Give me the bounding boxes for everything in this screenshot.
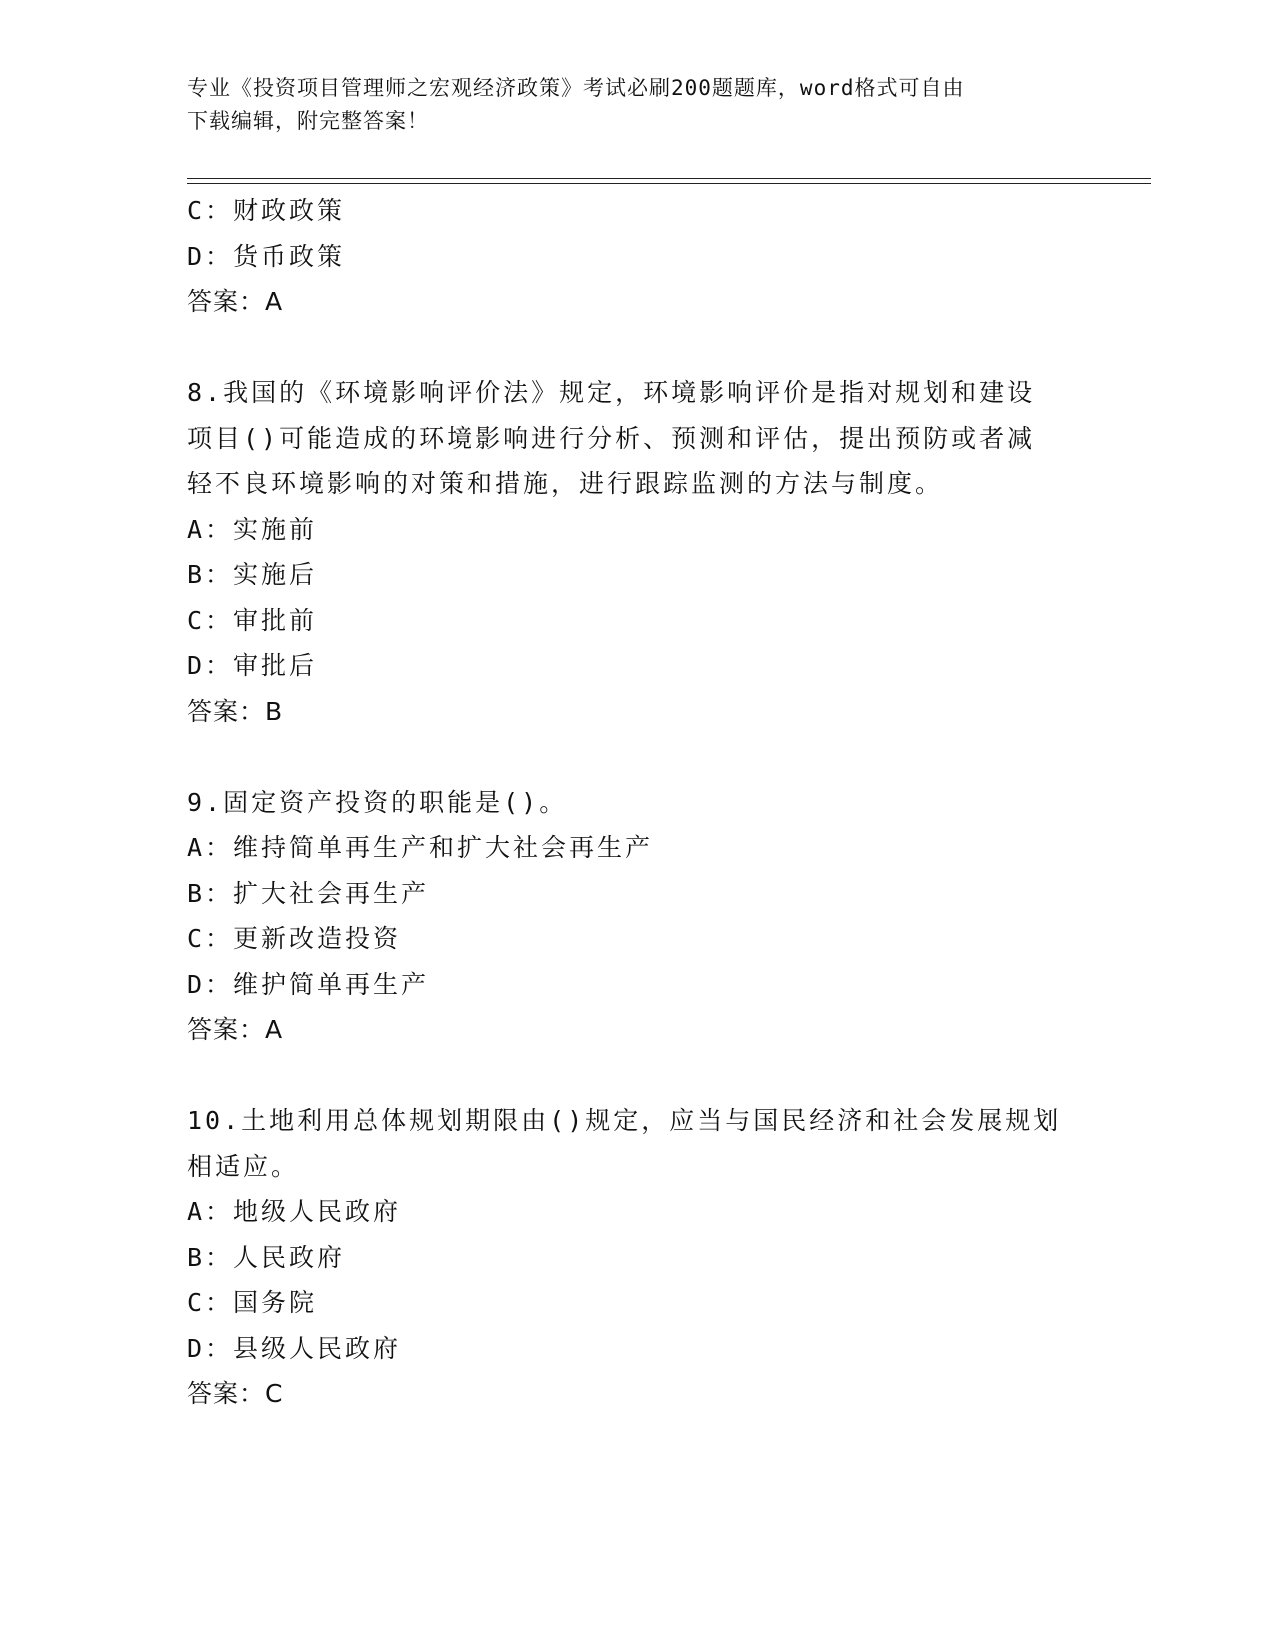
question-10 [187, 1098, 1087, 1417]
spacer [187, 1053, 1087, 1099]
option-b: B：扩大社会再生产 [187, 878, 430, 908]
option-c: C：更新改造投资 [187, 924, 402, 953]
header-divider-bottom [187, 183, 1151, 184]
answer-line: 答案：C [187, 1379, 284, 1408]
header-line-2: 下载编辑，附完整答案！ [187, 109, 429, 133]
answer-line: 答案：B [187, 696, 284, 726]
option-a: A：地级人民政府 [187, 1197, 402, 1226]
question-9 [187, 780, 1087, 1053]
option-d: D：维护简单再生产 [187, 969, 430, 999]
question-text-line: 8.我国的《环境影响评价法》规定，环境影响评价是指对规划和建设 [187, 378, 1036, 407]
option-a: A：维持简单再生产和扩大社会再生产 [187, 833, 654, 862]
answer-line: 答案：A [187, 1015, 284, 1044]
question-7-tail [187, 188, 1087, 325]
spacer [187, 325, 1087, 371]
spacer [187, 734, 1087, 780]
option-d: D：货币政策 [187, 241, 346, 271]
document-body [187, 188, 1087, 1417]
option-b: B：人民政府 [187, 1242, 346, 1272]
question-8 [187, 370, 1087, 734]
option-d: D：审批后 [187, 651, 318, 680]
question-text-line: 10.土地利用总体规划期限由()规定，应当与国民经济和社会发展规划 [187, 1106, 1062, 1135]
question-text-line: 9.固定资产投资的职能是()。 [187, 787, 568, 817]
option-b: B：实施后 [187, 560, 318, 589]
option-c: C：国务院 [187, 1288, 318, 1317]
option-d: D：县级人民政府 [187, 1333, 402, 1363]
header-line-1: 专业《投资项目管理师之宏观经济政策》考试必刷200题题库，word格式可自由 [187, 76, 965, 100]
option-c: C：审批前 [187, 605, 318, 635]
option-a: A：实施前 [187, 514, 318, 544]
header-divider-top [187, 178, 1151, 179]
question-text-line: 相适应。 [187, 1151, 300, 1181]
document-header [187, 72, 1087, 138]
option-c: C：财政政策 [187, 196, 346, 225]
answer-line: 答案：A [187, 287, 284, 316]
question-text-line: 轻不良环境影响的对策和措施，进行跟踪监测的方法与制度。 [187, 469, 944, 498]
question-text-line: 项目()可能造成的环境影响进行分析、预测和评估，提出预防或者减 [187, 423, 1036, 453]
